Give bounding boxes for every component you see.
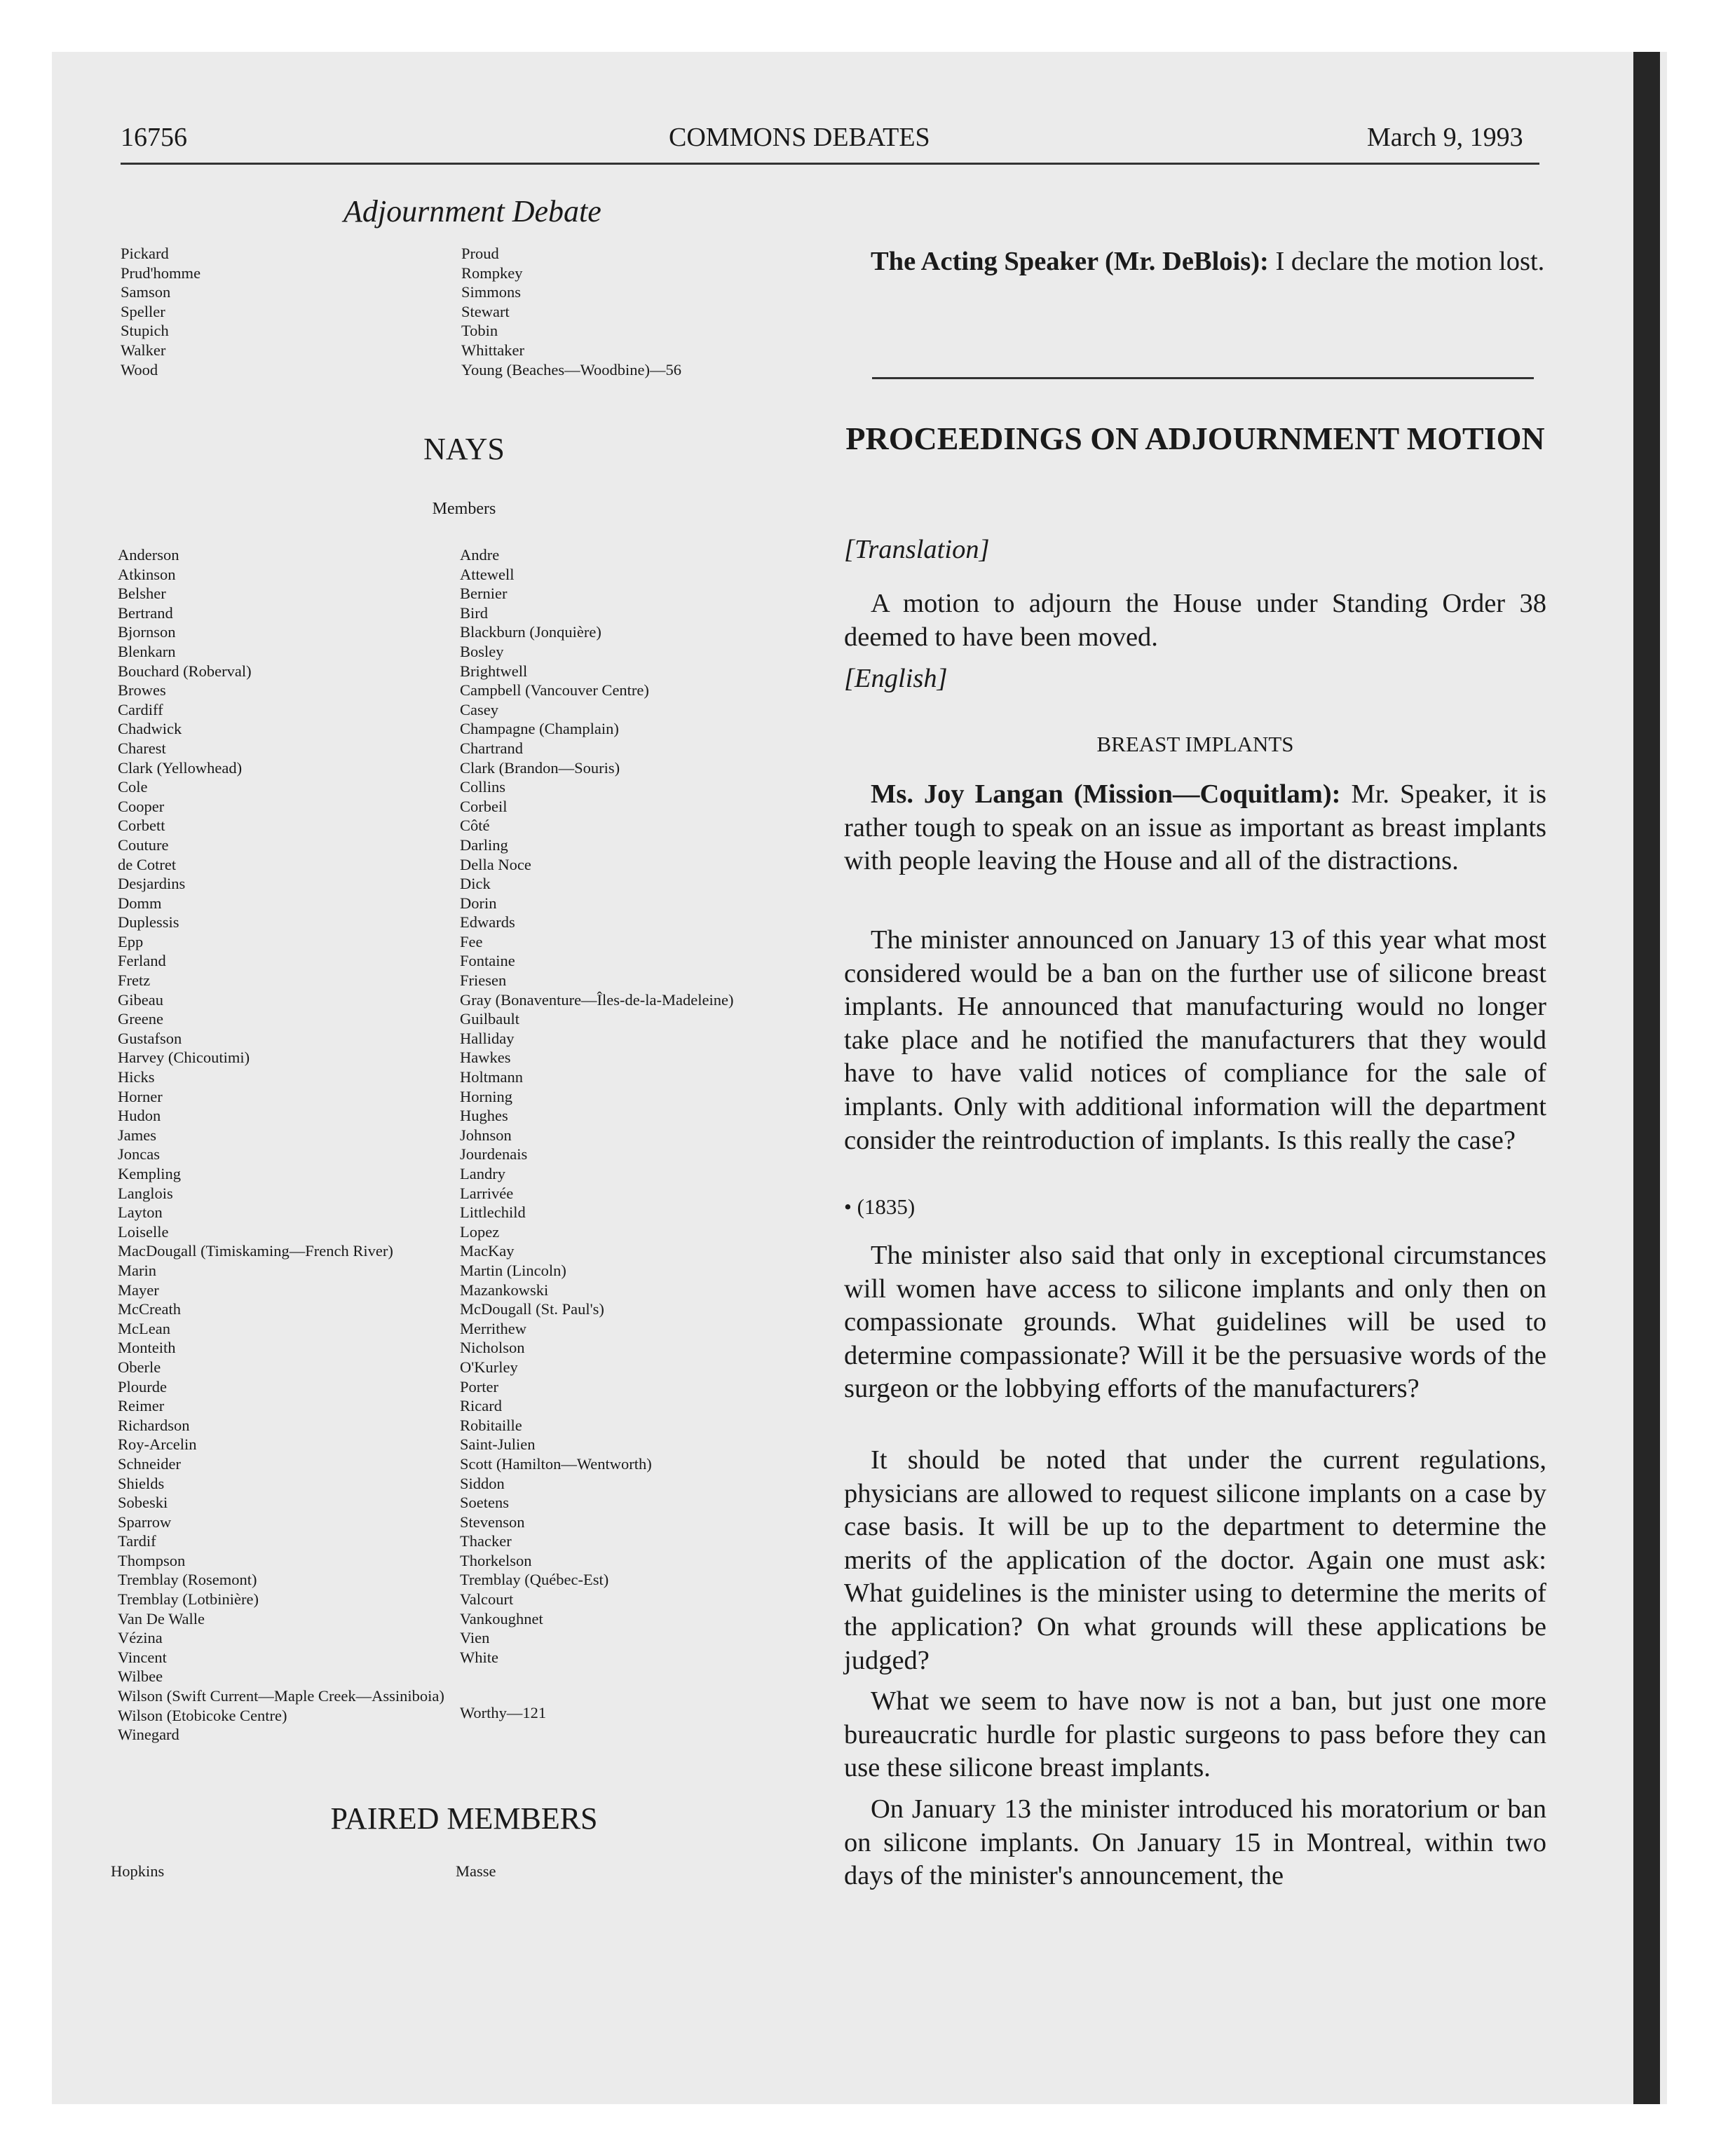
member-name: Roy-Arcelin	[118, 1435, 197, 1454]
member-name: Vankoughnet	[460, 1609, 543, 1628]
scan-edge-shadow	[1633, 52, 1660, 2104]
member-name: Halliday	[460, 1029, 515, 1047]
member-name: de Cotret	[118, 855, 177, 873]
member-name: Reimer	[118, 1397, 165, 1415]
member-name: Horner	[118, 1087, 163, 1105]
member-name: Thacker	[460, 1532, 512, 1550]
member-name: Saint-Julien	[460, 1435, 536, 1454]
member-name: Martin (Lincoln)	[460, 1261, 566, 1279]
member-name: Charest	[118, 739, 166, 757]
member-name: Cooper	[118, 797, 165, 815]
section-separator	[872, 377, 1534, 379]
member-name: Hughes	[460, 1107, 508, 1125]
member-name: Andre	[460, 546, 500, 564]
header-rule	[121, 163, 1539, 165]
member-name: Porter	[460, 1377, 498, 1396]
member-name: White	[460, 1648, 498, 1666]
member-name: Corbeil	[460, 797, 508, 815]
member-name: Thompson	[118, 1551, 186, 1569]
member-name: Vincent	[118, 1648, 167, 1666]
member-name: Dorin	[460, 894, 497, 912]
member-name: Bertrand	[118, 603, 173, 622]
member-name: Simmons	[461, 283, 522, 301]
member-name: Fee	[460, 932, 483, 950]
member-name: Epp	[118, 932, 144, 950]
member-name: Wilson (Etobicoke Centre)	[118, 1706, 287, 1724]
member-name: Merrithew	[460, 1319, 526, 1337]
member-name: Mazankowski	[460, 1281, 549, 1299]
member-name: Marin	[118, 1261, 156, 1279]
motion-paragraph: A motion to adjourn the House under Standing Order 38 deemed to have been moved.	[844, 589, 1546, 652]
page-date: March 9, 1993	[1367, 123, 1523, 152]
nays-heading: NAYS	[423, 432, 505, 466]
nays-subheading: Members	[432, 500, 496, 518]
running-head: Adjournment Debate	[343, 194, 601, 228]
member-name: Gustafson	[118, 1029, 182, 1047]
member-name: Vézina	[118, 1629, 163, 1647]
page-number: 16756	[121, 123, 187, 152]
member-name: Clark (Brandon—Souris)	[460, 758, 620, 777]
langan-paragraph-2: The minister announced on January 13 of this year what most considered would be a ban on the further use of silicone breast implants. He announced that manufacturing would no longer take place and he notified the manufacturers that they would have to have valid notices of compliance for the sale of implants. Only with additional information will the department consider the reintroduction of implants. Is this really the case?	[844, 925, 1546, 1155]
member-name: Attewell	[460, 565, 515, 583]
member-name: Ricard	[460, 1397, 502, 1415]
member-name: Mayer	[118, 1281, 159, 1299]
member-name: Speller	[121, 302, 165, 320]
member-name: Proud	[461, 245, 499, 262]
member-name: Bosley	[460, 642, 504, 660]
member-name: Desjardins	[118, 875, 186, 893]
member-name: Harvey (Chicoutimi)	[118, 1049, 250, 1067]
member-name: Walker	[121, 341, 166, 359]
yeas-right-list	[461, 244, 681, 379]
member-name: Holtmann	[460, 1068, 523, 1086]
member-name: Jourdenais	[460, 1145, 528, 1164]
speaker2-label: Ms. Joy Langan (Mission—Coquitlam):	[871, 779, 1341, 809]
member-name: Pickard	[121, 245, 169, 262]
member-name: Thorkelson	[460, 1551, 532, 1569]
member-name: Oberle	[118, 1358, 161, 1376]
member-name: Tremblay (Québec-Est)	[460, 1571, 609, 1589]
member-name: Sparrow	[118, 1513, 172, 1531]
member-name: Wood	[121, 360, 158, 378]
member-name: Gibeau	[118, 990, 163, 1009]
langan-paragraph-4: It should be noted that under the current regulations, physicians are allowed to request silicone implants on a case by case basis. It will be up to the department to determine the merits of the application of the doctor. Again one must ask: What guidelines is the minister using to determine the merits of the application? On what grounds will these applications be judged?	[844, 1445, 1546, 1675]
member-name: Lopez	[460, 1222, 500, 1241]
member-name: Wilbee	[118, 1667, 163, 1686]
speaker-label: The Acting Speaker (Mr. DeBlois):	[871, 247, 1269, 276]
member-name: Johnson	[460, 1126, 512, 1144]
member-name: Bjornson	[118, 623, 176, 641]
member-name: Tobin	[461, 322, 498, 340]
publication-title: COMMONS DEBATES	[669, 123, 930, 152]
member-name: Horning	[460, 1087, 512, 1105]
member-name: Côté	[460, 817, 490, 835]
member-name: Guilbault	[460, 1010, 519, 1028]
member-name: Scott (Hamilton—Wentworth)	[460, 1454, 652, 1473]
member-name: MacKay	[460, 1242, 515, 1260]
member-name: Fretz	[118, 971, 151, 990]
langan-paragraph-3: The minister also said that only in exceptional circumstances will women have access to silicone implants and only then on compassionate grounds. What guidelines will be used to determine compassionate? Will it be the persuasive words of the surgeon or the lobbying efforts of the manufacturers?	[844, 1241, 1546, 1404]
member-name: Friesen	[460, 971, 507, 990]
member-name: Van De Walle	[118, 1609, 205, 1628]
member-name: Hicks	[118, 1068, 155, 1086]
member-name: McLean	[118, 1319, 170, 1337]
member-name: Casey	[460, 700, 498, 718]
member-name: Soetens	[460, 1494, 509, 1512]
member-name: Sobeski	[118, 1494, 168, 1512]
section-heading: PROCEEDINGS ON ADJOURNMENT MOTION	[845, 421, 1545, 456]
member-name: Chadwick	[118, 720, 182, 738]
member-name: Corbett	[118, 817, 165, 835]
member-name: Joncas	[118, 1145, 160, 1164]
member-name: Brightwell	[460, 662, 528, 680]
member-name: Prud'homme	[121, 264, 201, 282]
member-name: Dick	[460, 875, 491, 893]
member-name: Landry	[460, 1165, 505, 1182]
member-name: Cole	[118, 778, 148, 796]
member-name: Champagne (Champlain)	[460, 720, 619, 738]
member-name: Ferland	[118, 952, 166, 970]
member-name: Cardiff	[118, 700, 163, 718]
member-name: Kempling	[118, 1165, 181, 1182]
member-name: Whittaker	[461, 341, 524, 359]
member-name: James	[118, 1126, 156, 1144]
english-tag: [English]	[844, 664, 948, 693]
member-name: Della Noce	[460, 855, 531, 873]
member-name: Stevenson	[460, 1513, 525, 1531]
paired-left: Hopkins	[111, 1862, 165, 1880]
member-name: Blenkarn	[118, 642, 176, 660]
member-name: Schneider	[118, 1454, 181, 1473]
member-name: Loiselle	[118, 1222, 169, 1241]
langan-paragraph-5: What we seem to have now is not a ban, but just one more bureaucratic hurdle for plastic surgeons to pass before they can use these silicone breast implants.	[844, 1686, 1546, 1783]
member-name: Edwards	[460, 913, 515, 932]
subheading-breast-implants: BREAST IMPLANTS	[1096, 732, 1294, 756]
member-name: Wilson (Swift Current—Maple Creek—Assiniboia)	[118, 1687, 444, 1705]
member-name: Atkinson	[118, 565, 176, 583]
member-name: Bernier	[460, 585, 508, 603]
member-name: Layton	[118, 1203, 163, 1222]
member-name: Stupich	[121, 322, 169, 340]
acting-speaker-paragraph	[844, 245, 1546, 279]
member-name: Campbell (Vancouver Centre)	[460, 681, 649, 700]
nays-total: Worthy—121	[460, 1704, 547, 1721]
member-name: Darling	[460, 835, 508, 854]
member-name: Tremblay (Lotbinière)	[118, 1590, 259, 1609]
member-name: Blackburn (Jonquière)	[460, 623, 601, 641]
member-name: Robitaille	[460, 1416, 522, 1434]
member-name: Duplessis	[118, 913, 179, 932]
member-name: Siddon	[460, 1474, 505, 1492]
member-name: Bird	[460, 603, 489, 622]
member-name: Hudon	[118, 1107, 161, 1125]
member-name: Couture	[118, 835, 169, 854]
translation-tag: [Translation]	[844, 535, 990, 564]
paired-heading: PAIRED MEMBERS	[330, 1801, 598, 1836]
member-name: Domm	[118, 894, 162, 912]
member-name: Nicholson	[460, 1339, 525, 1357]
member-name: Stewart	[461, 302, 510, 320]
member-name: Bouchard (Roberval)	[118, 662, 252, 680]
member-name: Rompkey	[461, 264, 523, 282]
member-name: Littlechild	[460, 1203, 526, 1222]
member-name: McCreath	[118, 1300, 181, 1318]
nays-left-list	[118, 545, 444, 1745]
member-name: Valcourt	[460, 1590, 514, 1609]
member-name: O'Kurley	[460, 1358, 518, 1376]
member-name: Young (Beaches—Woodbine)—56	[461, 360, 681, 378]
member-name: Browes	[118, 681, 166, 700]
member-name: Tremblay (Rosemont)	[118, 1571, 257, 1589]
member-name: Hawkes	[460, 1049, 511, 1067]
member-name: MacDougall (Timiskaming—French River)	[118, 1242, 393, 1260]
member-name: Plourde	[118, 1377, 167, 1396]
member-name: Fontaine	[460, 952, 515, 970]
member-name: Belsher	[118, 585, 166, 603]
member-name: Anderson	[118, 546, 179, 564]
member-name: Winegard	[118, 1726, 179, 1744]
member-name: McDougall (St. Paul's)	[460, 1300, 604, 1318]
member-name: Collins	[460, 778, 506, 796]
yeas-left-list	[121, 244, 200, 379]
member-name: Vien	[460, 1629, 490, 1647]
member-name: Larrivée	[460, 1184, 514, 1202]
speaker-text: I declare the motion lost.	[1275, 247, 1545, 276]
member-name: Clark (Yellowhead)	[118, 758, 243, 777]
langan-paragraph-6: On January 13 the minister introduced his moratorium or ban on silicone implants. On January 15 in Montreal, within two days of the minister's announcement, the	[844, 1794, 1546, 1891]
langan-paragraph-1: Ms. Joy Langan (Mission—Coquitlam): Mr. Speaker, it is rather tough to speak on an issue as important as breast implants with people leaving the House and all of the distractions.	[844, 779, 1547, 876]
member-name: Langlois	[118, 1184, 173, 1202]
member-name: Samson	[121, 283, 171, 301]
member-name: Greene	[118, 1010, 163, 1028]
member-name: Gray (Bonaventure—Îles-de-la-Madeleine)	[460, 990, 734, 1009]
member-name: Tardif	[118, 1532, 156, 1550]
paired-right: Masse	[456, 1862, 496, 1880]
member-name: Richardson	[118, 1416, 190, 1434]
member-name: Monteith	[118, 1339, 176, 1357]
time-marker: • (1835)	[844, 1194, 916, 1219]
member-name: Chartrand	[460, 739, 523, 757]
nays-right-list	[460, 545, 733, 1667]
member-name: Shields	[118, 1474, 165, 1492]
